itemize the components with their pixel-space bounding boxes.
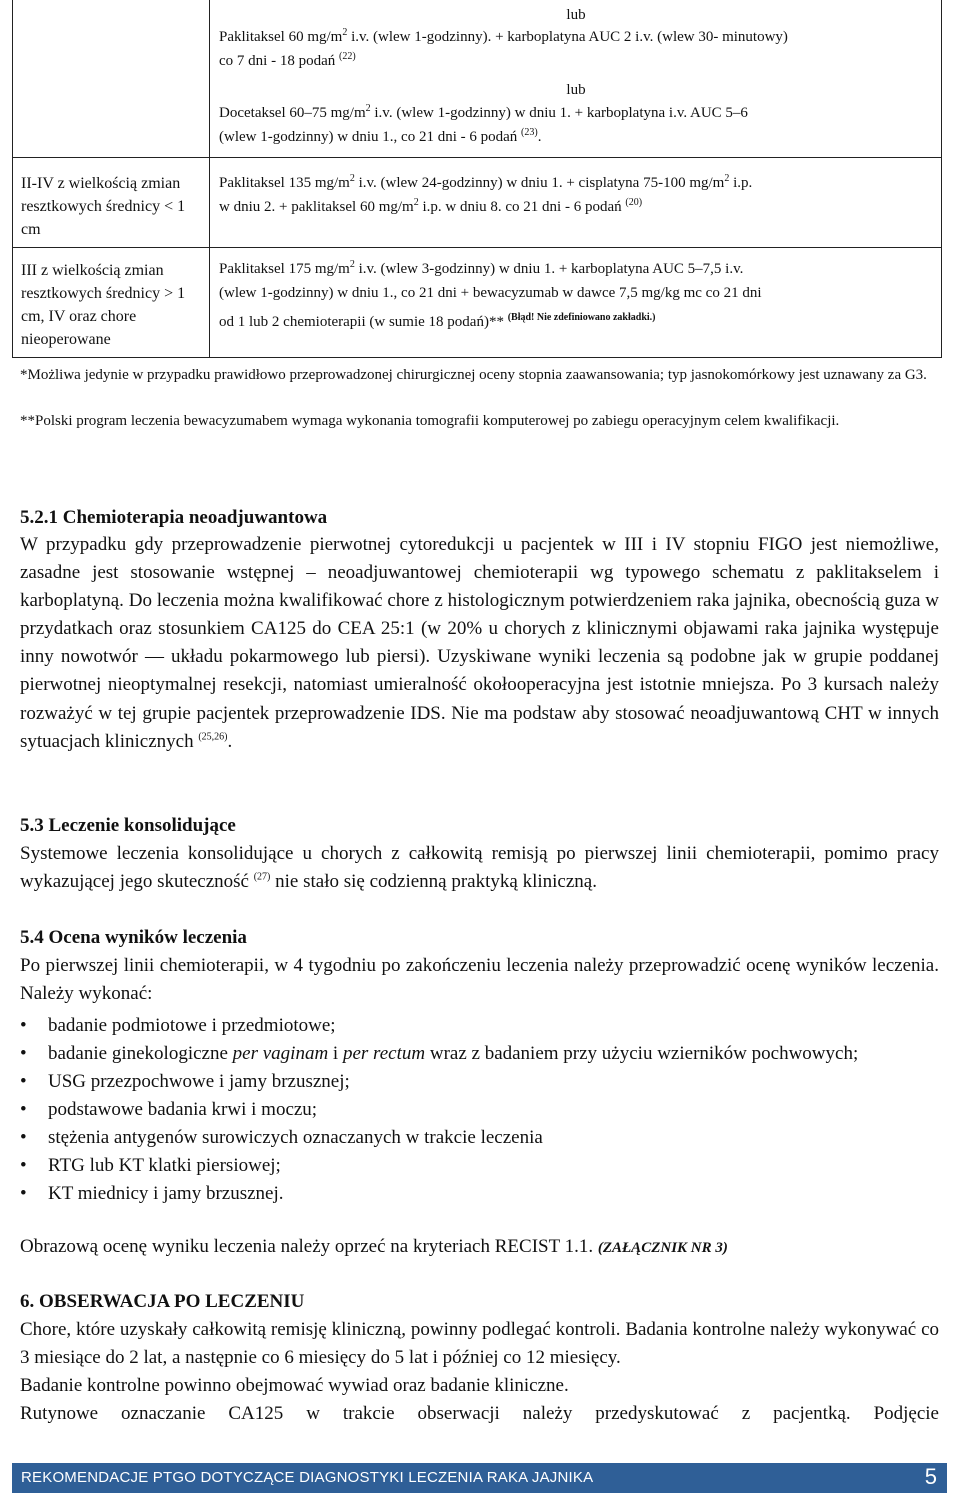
list-item [20, 1096, 940, 1124]
list-item [20, 1068, 940, 1096]
section-heading: 5.4 Ocena wyników leczenia [20, 927, 247, 948]
table-regimen-line [219, 306, 933, 334]
bullet-icon: • [20, 1155, 27, 1176]
regimen-text: i.v. (wlew 1-godzinny). + karboplatyna AUC 2 i.v. (wlew 30- minutowy) [347, 29, 788, 45]
list-item [20, 1124, 940, 1152]
citation-ref: (27) [253, 871, 271, 883]
list-item [20, 1012, 940, 1040]
page-number: 5 [924, 1464, 937, 1489]
annex-reference: (ZAŁĄCZNIK NR 3) [597, 1240, 728, 1256]
section-heading: 6. OBSERWACJA PO LECZENIU [20, 1291, 305, 1312]
paragraph-text: Systemowe leczenia konsolidujące u chorych z całkowitą remisją po pierwszej linii chemioterapii, pomimo pracy wykazującej jego skuteczność [20, 843, 939, 893]
regimen-text: co 7 dni - 18 podań [219, 53, 339, 69]
regimen-text: i.v. (wlew 1-godzinny) w dniu 1. + karboplatyna i.v. AUC 5–6 [370, 105, 748, 121]
regimen-text: i.p. w dniu 8. co 21 dni - 6 podań [418, 199, 626, 215]
section-paragraph [20, 840, 939, 896]
bullet-icon: • [20, 1183, 27, 1204]
bullet-icon: • [20, 1099, 27, 1120]
superscript: 2 [349, 173, 355, 184]
section-paragraph: Rutynowe oznaczanie CA125 w trakcie obserwacji należy przedyskutować z pacjentką. Podjęcie [20, 1403, 939, 1424]
table-regimen-line [219, 196, 933, 219]
section-paragraph: Po pierwszej linii chemioterapii, w 4 tygodniu po zakończeniu leczenia należy przeprowadzić ocenę wyników leczenia. Należy wykonać: [20, 955, 939, 1005]
regimen-text: i.p. [729, 175, 753, 191]
regimen-text: Paklitaksel 175 mg/m [219, 261, 350, 277]
list-item-text: per vaginam [232, 1043, 329, 1064]
table-stage-cell: II-IV z wielkością zmian resztkowych średnicy < 1 cm [21, 175, 186, 238]
table-stage-cell: III z wielkością zmian resztkowych średnicy > 1 cm, IV oraz chore nieoperowane [21, 262, 186, 348]
list-item-text: per rectum [342, 1043, 426, 1064]
regimen-text: i.v. (wlew 3-godzinny) w dniu 1. + karboplatyna AUC 5–7,5 i.v. [354, 261, 744, 277]
regimen-text: od 1 lub 2 chemioterapii (w sumie 18 podań)** [219, 314, 508, 330]
list-item-text: podstawowe badania krwi i moczu; [48, 1099, 318, 1120]
list-item-text: wraz z badaniem przy użyciu wzierników pochwowych; [425, 1043, 859, 1064]
paragraph-text: Obrazową ocenę wyniku leczenia należy oprzeć na kryteriach RECIST 1.1. [20, 1236, 598, 1257]
bullet-icon: • [20, 1043, 27, 1064]
regimen-text: . [537, 129, 542, 145]
footer-title: REKOMENDACJE PTGO DOTYCZĄCE DIAGNOSTYKI LECZENIA RAKA JAJNIKA [21, 1469, 594, 1486]
superscript: 2 [724, 173, 730, 184]
bullet-icon: • [20, 1015, 27, 1036]
table-regimen-line [219, 50, 933, 73]
list-item-text: badanie ginekologiczne [48, 1043, 233, 1064]
list-item-text: badanie podmiotowe i przedmiotowe; [48, 1015, 336, 1036]
citation-ref: (25,26) [198, 731, 228, 743]
table-regimen-line: (wlew 1-godzinny) w dniu 1., co 21 dni + bewacyzumab w dawce 7,5 mg/kg mc co 21 dni [219, 285, 762, 301]
table-regimen-line [219, 172, 933, 195]
list-item-text: KT miednicy i jamy brzusznej. [48, 1183, 284, 1204]
list-item-text: RTG lub KT klatki piersiowej; [48, 1155, 281, 1176]
paragraph-text: . [227, 730, 233, 752]
paragraph-text: W przypadku gdy przeprowadzenie pierwotnej cytoredukcji u pacjentek w III i IV stopniu FIGO jest niemożliwe, zasadne jest stosowanie wstępnej – neoadjuwantowej chemioterapii wg typowego schematu z paklitakselem i karboplatyną. Do leczenia można kwalifikować chore z histologicznym potwierdzeniem raka jajnika, obecnością guza w przydatkach oraz stosunkiem CA125 do CEA 25:1 (w 20% u chorych z klinicznymi objawami raka jajnika występuje inny nowotwór — układu pokarmowego lub piersi). Uzyskiwane wyniki leczenia są podobne jak w grupie poddanej pierwotnej nieoptymalnej resekcji, natomiast umieralność okołooperacyjna jest istotnie mniejsza. Po 3 kursach należy rozważyć w tej grupie pacjentek przeprowadzenie IDS. Nie ma podstaw aby stosować neoadjuwantową CHT w innych sytuacjach klinicznych [20, 534, 939, 752]
bookmark-error: (Błąd! Nie zdefiniowano zakładki.) [507, 312, 656, 323]
superscript: 2 [365, 103, 371, 114]
section-heading: 5.2.1 Chemioterapia neoadjuwantowa [20, 507, 328, 528]
table-row-divider [13, 247, 942, 248]
superscript: 2 [342, 27, 348, 38]
citation-ref: (23) [521, 127, 538, 138]
regimen-text: (wlew 1-godzinny) w dniu 1., co 21 dni - 6 podań [219, 129, 522, 145]
list-item-text: stężenia antygenów surowiczych oznaczanych w trakcie leczenia [48, 1127, 543, 1148]
table-regimen-line [219, 26, 933, 49]
section-paragraph: Badanie kontrolne powinno obejmować wywiad oraz badanie kliniczne. [20, 1375, 569, 1396]
regimen-text: Docetaksel 60–75 mg/m [219, 105, 366, 121]
regimen-text: Paklitaksel 60 mg/m [219, 29, 343, 45]
regimen-text: Paklitaksel 135 mg/m [219, 175, 350, 191]
superscript: 2 [413, 197, 419, 208]
table-regimen-line [219, 126, 933, 149]
section-paragraph [20, 531, 939, 756]
table-regimen-line [219, 258, 933, 281]
list-item [20, 1152, 940, 1180]
footnote: *Możliwa jedynie w przypadku prawidłowo przeprowadzonej chirurgicznej oceny stopnia zaawansowania; typ jasnokomórkowy jest uznawany za G3. [20, 367, 927, 383]
citation-ref: (22) [338, 51, 356, 62]
regimen-text: i.v. (wlew 24-godzinny) w dniu 1. + cisplatyna 75-100 mg/m [354, 175, 725, 191]
section-heading: 5.3 Leczenie konsolidujące [20, 815, 236, 836]
table-text-lub: lub [566, 7, 586, 23]
superscript: 2 [349, 259, 355, 270]
section-paragraph [20, 1233, 728, 1262]
table-regimen-line [219, 102, 933, 125]
list-item-text: USG przezpochwowe i jamy brzusznej; [48, 1071, 350, 1092]
page-footer [12, 1463, 947, 1493]
table-row-divider [13, 157, 942, 158]
footnote: **Polski program leczenia bewacyzumabem wymaga wykonania tomografii komputerowej po zabiegu operacyjnym celem kwalifikacji. [20, 413, 840, 429]
section-paragraph: Chore, które uzyskały całkowitą remisję kliniczną, powinny podlegać kontroli. Badania kontrolne należy wykonywać co 3 miesiące do 2 lat, a następnie co 6 miesięcy do 5 lat i później co 12 miesięcy. [20, 1319, 939, 1369]
list-item [20, 1040, 940, 1068]
table-text-lub: lub [566, 82, 586, 98]
bullet-icon: • [20, 1071, 27, 1092]
list-item-text: i [328, 1043, 343, 1064]
regimen-text: w dniu 2. + paklitaksel 60 mg/m [219, 199, 414, 215]
paragraph-text: nie stało się codzienną praktyką kliniczną. [270, 871, 597, 893]
citation-ref: (20) [625, 197, 643, 208]
list-item [20, 1180, 940, 1208]
table-column-divider [209, 0, 210, 357]
bullet-icon: • [20, 1127, 27, 1148]
treatment-table [12, 0, 942, 358]
exam-list [20, 1012, 940, 1208]
